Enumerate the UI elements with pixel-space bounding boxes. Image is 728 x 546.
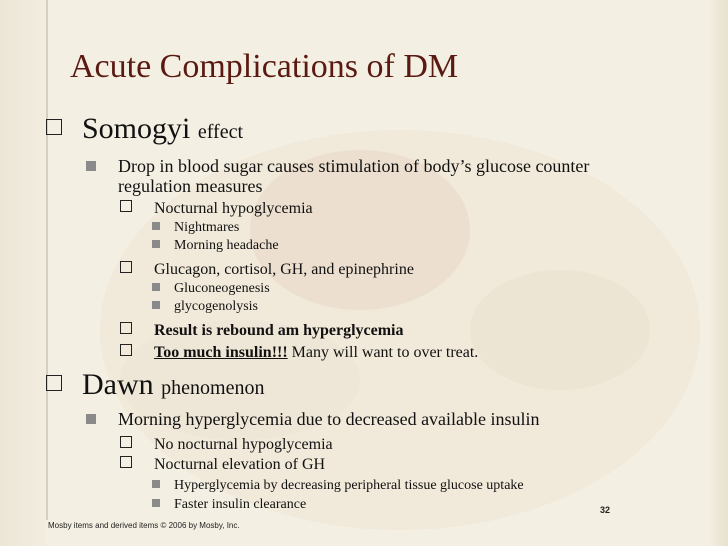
filled-square-bullet-icon — [86, 161, 96, 171]
somogyi-heading: Somogyi — [82, 112, 191, 145]
bullet-nightmares: Nightmares — [152, 220, 239, 236]
filled-square-bullet-icon — [152, 222, 160, 230]
filled-square-bullet-icon — [152, 499, 160, 507]
dawn-heading: Dawn — [82, 368, 154, 401]
hollow-square-bullet-icon — [120, 261, 132, 273]
bullet-no-nocturnal: No nocturnal hypoglycemia — [120, 436, 333, 454]
hollow-square-bullet-icon — [46, 119, 62, 135]
filled-square-bullet-icon — [152, 480, 160, 488]
slide-number: 32 — [600, 505, 611, 515]
bullet-headache: Morning headache — [152, 238, 279, 254]
hollow-square-bullet-icon — [120, 456, 132, 468]
left-margin-bar — [0, 0, 46, 546]
hollow-square-bullet-icon — [46, 375, 62, 391]
filled-square-bullet-icon — [152, 240, 160, 248]
bullet-gluconeogenesis: Gluconeogenesis — [152, 281, 270, 297]
bullet-faster-clearance: Faster insulin clearance — [152, 497, 306, 513]
bullet-drop-line1: Drop in blood sugar causes stimulation of body’s glucose counter — [86, 156, 589, 177]
bullet-dawn — [46, 368, 264, 402]
right-margin-bar — [710, 0, 728, 546]
bullet-drop-line2: regulation measures — [118, 176, 263, 196]
dawn-subheading: phenomenon — [161, 377, 265, 399]
bullet-nocturnal: Nocturnal hypoglycemia — [120, 200, 313, 218]
bullet-morning-hyperglycemia: Morning hyperglycemia due to decreased available insulin — [86, 409, 540, 430]
filled-square-bullet-icon — [152, 283, 160, 291]
bullet-hyperglycemia-uptake: Hyperglycemia by decreasing peripheral tissue glucose uptake — [152, 478, 524, 494]
somogyi-subheading: effect — [197, 121, 244, 143]
bullet-nocturnal-gh: Nocturnal elevation of GH — [120, 456, 325, 474]
bullet-glycogenolysis: glycogenolysis — [152, 299, 258, 315]
hollow-square-bullet-icon — [120, 200, 132, 212]
slide-title: Acute Complications of DM — [70, 48, 459, 85]
bullet-somogyi — [46, 112, 243, 146]
hollow-square-bullet-icon — [120, 322, 132, 334]
bullet-glucagon: Glucagon, cortisol, GH, and epinephrine — [120, 261, 414, 279]
bullet-rebound: Result is rebound am hyperglycemia — [120, 322, 403, 340]
hollow-square-bullet-icon — [120, 344, 132, 356]
bullet-too-much-insulin: Too much insulin!!! Many will want to over treat. — [120, 344, 478, 362]
hollow-square-bullet-icon — [120, 436, 132, 448]
copyright-footer: Mosby items and derived items © 2006 by Mosby, Inc. — [48, 521, 240, 530]
filled-square-bullet-icon — [86, 414, 96, 424]
filled-square-bullet-icon — [152, 301, 160, 309]
margin-divider — [46, 0, 48, 520]
